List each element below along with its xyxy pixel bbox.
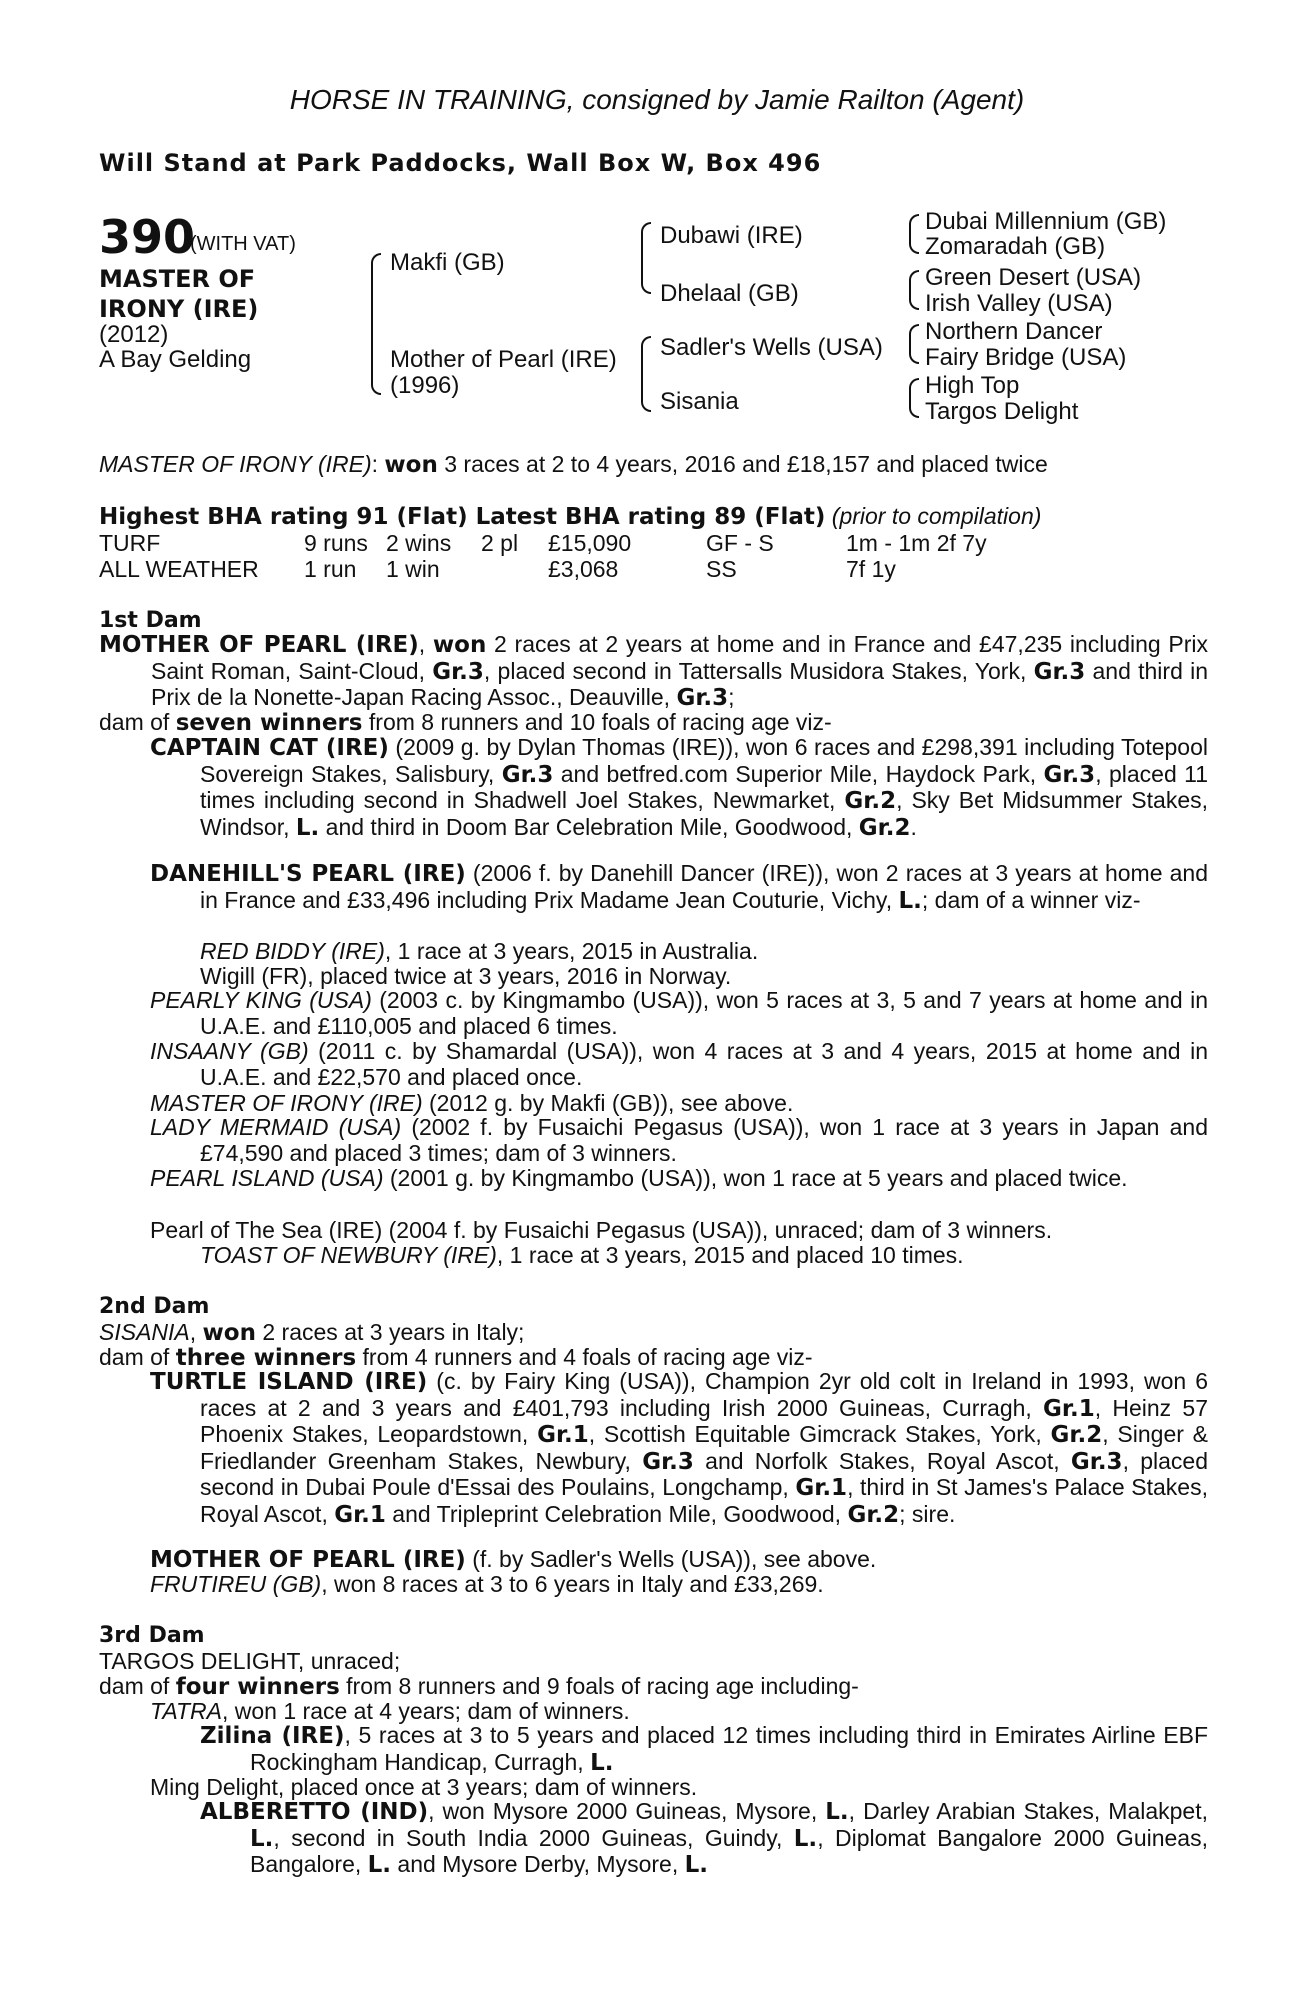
lot-number: 390: [99, 210, 196, 264]
ggs-8: Targos Delight: [925, 398, 1079, 425]
list-item: PEARL ISLAND (USA) (2001 g. by Kingmambo (USA)), won 1 race at 5 years and placed twice.: [150, 1165, 1128, 1191]
list-item: DANEHILL'S PEARL (IRE) (2006 f. by Danehill Dancer (IRE)), won 2 races at 3 years at home and in France and £33,496 including Prix Madame Jean Couturie, Vichy, L.; dam of a winner viz-: [150, 860, 1208, 914]
ggs-3: Green Desert (USA): [925, 264, 1142, 291]
list-item: FRUTIREU (GB), won 8 races at 3 to 6 years in Italy and £33,269.: [150, 1571, 824, 1597]
brace: [909, 378, 919, 418]
first-dam-record: MOTHER OF PEARL (IRE), won 2 races at 2 years at home and in France and £47,235 including Prix Saint Roman, Saint-Cloud, Gr.3, placed second in Tattersalls Musidora Stakes, York, Gr.3 and third in Prix de la Nonette-Japan Racing Assoc., Deauville, Gr.3;: [99, 631, 1209, 711]
dam-sire: Sadler's Wells (USA): [660, 334, 883, 361]
ggs-4: Irish Valley (USA): [925, 290, 1113, 317]
list-item: TURTLE ISLAND (IRE) (c. by Fairy King (USA)), Champion 2yr old colt in Ireland in 1993, won 6 races at 2 and 3 years and £401,793 including Irish 2000 Guineas, Curragh, Gr.1, Heinz 57 Phoenix Stakes, Leopardstown, Gr.1, Scottish Equitable Gimcrack Stakes, York, Gr.2, Singer & Friedlander Greenham Stakes, Newbury, Gr.3 and Norfolk Stakes, Royal Ascot, Gr.3, placed second in Dubai Poule d'Essai des Poulains, Longchamp, Gr.1, third in St James's Palace Stakes, Royal Ascot, Gr.1 and Tripleprint Celebration Mile, Goodwood, Gr.2; sire.: [150, 1368, 1209, 1528]
brace: [641, 336, 651, 412]
brace: [371, 253, 381, 395]
ggs-6: Fairy Bridge (USA): [925, 344, 1127, 371]
third-dam-record: TARGOS DELIGHT, unraced;: [99, 1648, 401, 1674]
dam-year: (1996): [390, 372, 460, 399]
ggs-1: Dubai Millennium (GB): [925, 208, 1167, 235]
bha-ratings: Highest BHA rating 91 (Flat) Latest BHA rating 89 (Flat) (prior to compilation): [99, 503, 1042, 530]
dam: Mother of Pearl (IRE): [390, 346, 617, 373]
sire-dam: Dhelaal (GB): [660, 280, 799, 307]
brace: [641, 222, 651, 294]
list-item: Pearl of The Sea (IRE) (2004 f. by Fusaichi Pegasus (USA)), unraced; dam of 3 winners.: [150, 1217, 1053, 1243]
brace: [909, 214, 919, 254]
horse-year: (2012): [99, 321, 169, 348]
list-item: Ming Delight, placed once at 3 years; dam of winners.: [150, 1774, 698, 1800]
list-item: MOTHER OF PEARL (IRE) (f. by Sadler's Wells (USA)), see above.: [150, 1546, 877, 1573]
list-item: LADY MERMAID (USA) (2002 f. by Fusaichi Pegasus (USA)), won 1 race at 3 years in Japan and £74,590 and placed 3 times; dam of 3 winners.: [150, 1114, 1208, 1166]
horse-name-line2: IRONY (IRE): [99, 295, 259, 323]
list-item: CAPTAIN CAT (IRE) (2009 g. by Dylan Thomas (IRE)), won 6 races and £298,391 including Totepool Sovereign Stakes, Salisbury, Gr.3 and betfred.com Superior Mile, Haydock Park, Gr.3, placed 11 times including second in Shadwell Joel Stakes, Newmarket, Gr.2, Sky Bet Midsummer Stakes, Windsor, L. and third in Doom Bar Celebration Mile, Goodwood, Gr.2.: [150, 734, 1209, 841]
horse-description: A Bay Gelding: [99, 346, 252, 373]
list-item: Zilina (IRE), 5 races at 3 to 5 years and placed 12 times including third in Emirates Airline EBF Rockingham Handicap, Curragh, L.: [200, 1722, 1209, 1776]
list-item: TATRA, won 1 race at 4 years; dam of winners.: [150, 1698, 630, 1724]
list-item: Wigill (FR), placed twice at 3 years, 2016 in Norway.: [200, 963, 732, 989]
ggs-5: Northern Dancer: [925, 318, 1103, 345]
ggs-2: Zomaradah (GB): [925, 233, 1106, 260]
third-dam-produce-summary: dam of four winners from 8 runners and 9 foals of racing age including-: [99, 1673, 859, 1700]
second-dam-produce-summary: dam of three winners from 4 runners and 4 foals of racing age viz-: [99, 1344, 813, 1371]
page-title: HORSE IN TRAINING, consigned by Jamie Railton (Agent): [289, 84, 1025, 115]
list-item: RED BIDDY (IRE), 1 race at 3 years, 2015 in Australia.: [200, 938, 759, 964]
brace: [909, 270, 919, 310]
second-dam-record: SISANIA, won 2 races at 3 years in Italy;: [99, 1319, 525, 1346]
dam-dam: Sisania: [660, 388, 739, 415]
list-item: ALBERETTO (IND), won Mysore 2000 Guineas, Mysore, L., Darley Arabian Stakes, Malakpet, L., second in South India 2000 Guineas, Guindy, L., Diplomat Bangalore 2000 Guineas, Bangalore, L. and Mysore Derby, Mysore, L.: [200, 1798, 1209, 1878]
brace: [909, 324, 919, 364]
list-item: INSAANY (GB) (2011 c. by Shamardal (USA)), won 4 races at 3 and 4 years, 2015 at home and in U.A.E. and £22,570 and placed once.: [150, 1038, 1208, 1090]
ggs-7: High Top: [925, 372, 1020, 399]
list-item: MASTER OF IRONY (IRE) (2012 g. by Makfi (GB)), see above.: [150, 1090, 794, 1116]
first-dam-heading: 1st Dam: [99, 608, 202, 633]
vat-label: (WITH VAT): [190, 233, 296, 255]
race-summary: MASTER OF IRONY (IRE): won 3 races at 2 to 4 years, 2016 and £18,157 and placed twice: [99, 451, 1048, 478]
horse-name: [99, 264, 339, 324]
list-item: PEARLY KING (USA) (2003 c. by Kingmambo (USA)), won 5 races at 3, 5 and 7 years at home and in U.A.E. and £110,005 and placed 6 times.: [150, 987, 1208, 1039]
third-dam-heading: 3rd Dam: [99, 1623, 205, 1648]
sire-sire: Dubawi (IRE): [660, 222, 803, 249]
list-item: TOAST OF NEWBURY (IRE), 1 race at 3 years, 2015 and placed 10 times.: [200, 1242, 964, 1268]
stand-location: Will Stand at Park Paddocks, Wall Box W, Box 496: [99, 149, 822, 177]
sire: Makfi (GB): [390, 249, 505, 276]
second-dam-heading: 2nd Dam: [99, 1294, 210, 1319]
horse-name-line1: MASTER OF: [99, 265, 256, 293]
first-dam-produce-summary: dam of seven winners from 8 runners and 10 foals of racing age viz-: [99, 709, 832, 736]
